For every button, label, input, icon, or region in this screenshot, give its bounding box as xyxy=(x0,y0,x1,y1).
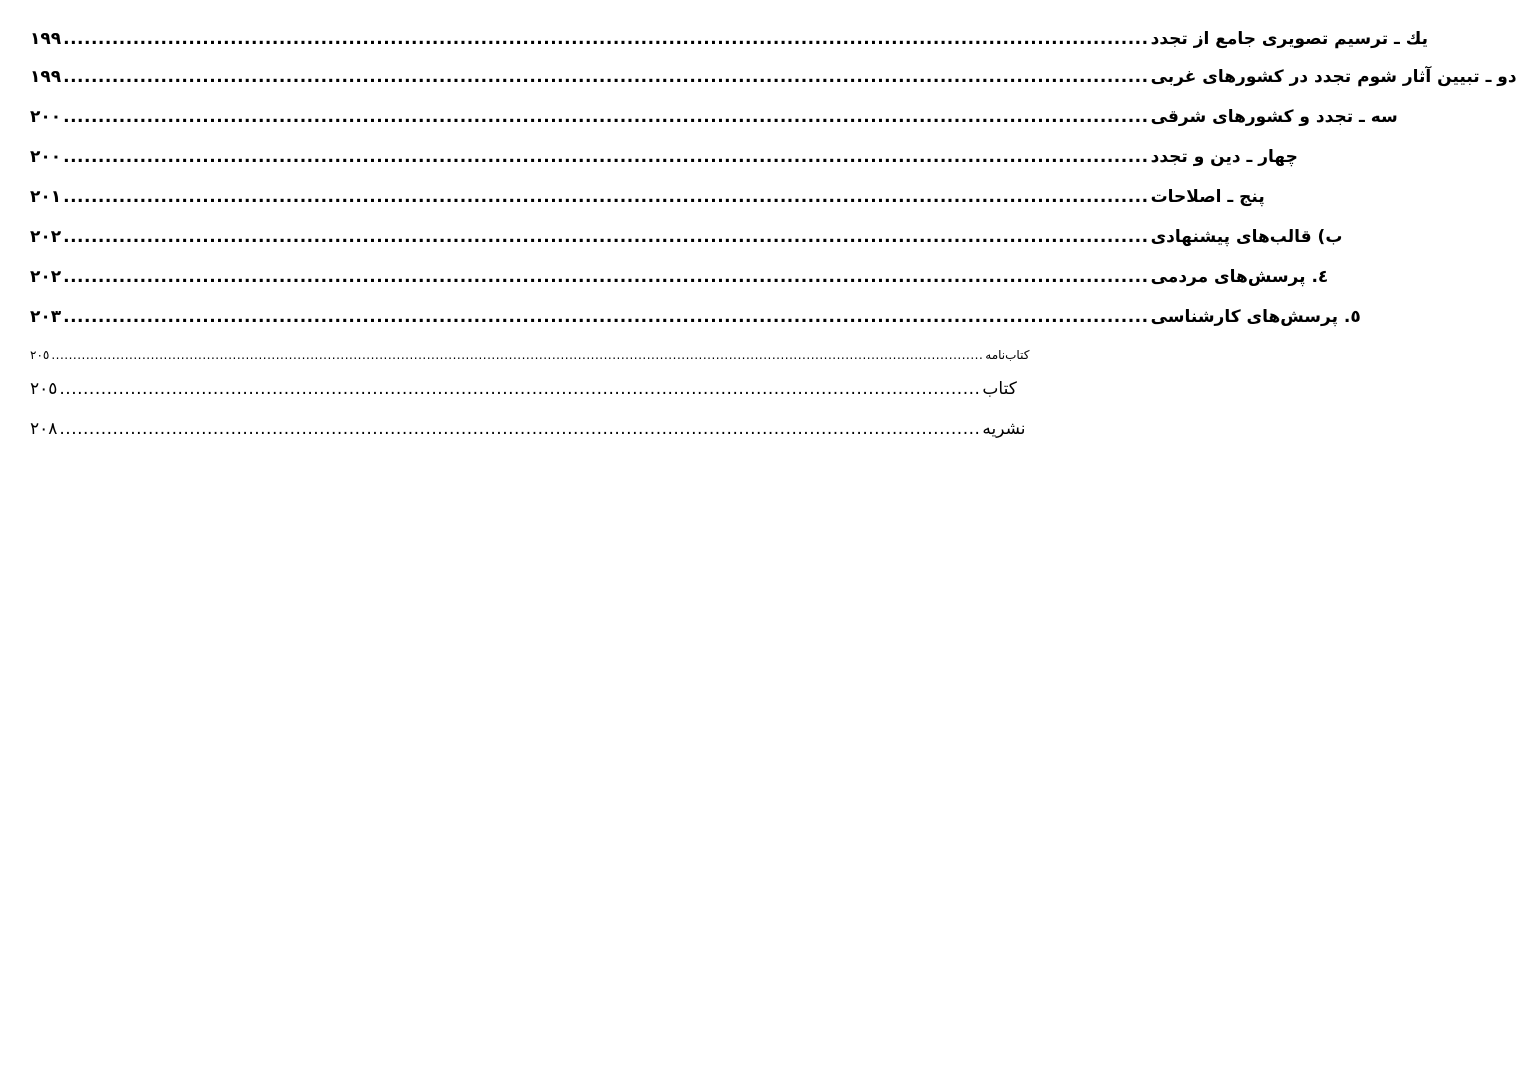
toc-entry[interactable] xyxy=(30,419,1026,439)
toc-entry[interactable] xyxy=(30,348,1030,362)
toc-entry-title: ٤. پرسش‌هاى مردمى xyxy=(1150,267,1329,287)
toc-entry[interactable] xyxy=(30,67,1517,87)
toc-leader-dots: ........................................................................................................................................................................................................................ xyxy=(51,348,984,362)
toc-leader-dots: ............................................................................................................................................................ xyxy=(59,419,981,439)
toc-entry[interactable] xyxy=(30,147,1298,167)
toc-leader-dots: ............................................................................................................................................................ xyxy=(63,147,1149,167)
toc-leader-dots: ............................................................................................................................................................ xyxy=(63,307,1149,327)
toc-entry-title: يك ـ ترسيم تصويرى جامع از تجدد xyxy=(1150,29,1428,49)
toc-leader-dots: ............................................................................................................................................................ xyxy=(63,267,1149,287)
toc-page-number: ٢٠٢ xyxy=(30,227,62,247)
toc-entry[interactable] xyxy=(30,379,1017,399)
toc-leader-dots: ............................................................................................................................................................ xyxy=(63,227,1149,247)
toc-page-number: ٢٠٨ xyxy=(30,419,58,439)
toc-page-number: ١٩٩ xyxy=(30,29,62,49)
toc-entry-title: ٥. پرسش‌هاى كارشناسى xyxy=(1150,307,1361,327)
toc-page-number: ٢٠٠ xyxy=(30,147,62,167)
toc-entry-title: سه ـ تجدد و كشورهاى شرقى xyxy=(1150,107,1398,127)
toc-entry-title: دو ـ تبيين آثار شوم تجدد در كشورهاى غربى xyxy=(1150,67,1517,87)
toc-entry[interactable] xyxy=(30,29,1428,49)
toc-entry[interactable] xyxy=(30,227,1343,247)
toc-leader-dots: ............................................................................................................................................................ xyxy=(63,29,1149,49)
toc-leader-dots: ............................................................................................................................................................ xyxy=(63,107,1149,127)
toc-leader-dots: ............................................................................................................................................................ xyxy=(63,67,1149,87)
toc-page-number: ٢٠٥ xyxy=(30,348,50,362)
toc-page-number: ٢٠١ xyxy=(30,187,62,207)
toc-entry-title: كتاب xyxy=(982,379,1017,399)
toc-leader-dots: ............................................................................................................................................................ xyxy=(59,379,981,399)
toc-entry[interactable] xyxy=(30,307,1361,327)
toc-page-number: ٢٠٥ xyxy=(30,379,58,399)
toc-page-number: ٢٠٣ xyxy=(30,307,62,327)
toc-page-number: ٢٠٢ xyxy=(30,267,62,287)
toc-page-number: ١٩٩ xyxy=(30,67,62,87)
toc-entry[interactable] xyxy=(30,267,1329,287)
toc-leader-dots: ............................................................................................................................................................ xyxy=(63,187,1149,207)
toc-entry-title: كتاب‌نامه xyxy=(985,348,1030,362)
toc-page-number: ٢٠٠ xyxy=(30,107,62,127)
toc-entry-title: پنج ـ اصلاحات xyxy=(1150,187,1265,207)
toc-entry-title: ب) قالب‌هاى پيشنهادى xyxy=(1150,227,1343,247)
toc-entry[interactable] xyxy=(30,187,1265,207)
toc-entry-title: چهار ـ دين و تجدد xyxy=(1150,147,1298,167)
toc-entry[interactable] xyxy=(30,107,1398,127)
toc-entry-title: نشريه xyxy=(982,419,1026,439)
